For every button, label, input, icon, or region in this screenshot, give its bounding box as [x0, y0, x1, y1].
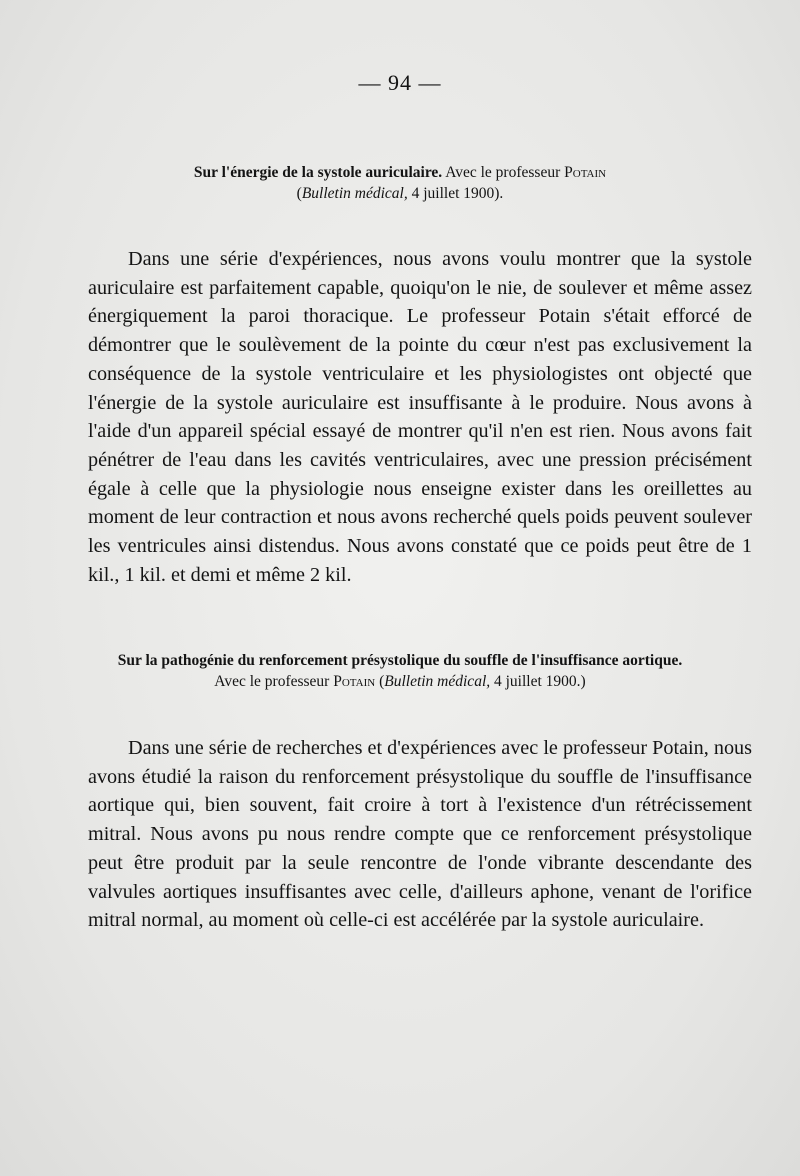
- section-1-heading: [0, 162, 800, 204]
- page-number: — 94 —: [358, 70, 442, 95]
- section-1-source: Bulletin médical,: [301, 185, 408, 202]
- section-2-date: 4 juillet 1900.): [490, 673, 586, 690]
- section-2-title: Sur la pathogénie du renforcement présystolique du souffle de l'insuffisance aortique.: [117, 652, 683, 669]
- section-1-with: Avec le professeur: [442, 164, 565, 181]
- section-1-source-open: (: [296, 185, 302, 202]
- section-1-body: Dans une série d'expériences, nous avons voulu montrer que la systole auriculaire est parfaitement capable, quoiqu'on le nie, de soulever et même assez énergiquement la paroi thoracique. Le professeur Potain s'était efforcé de démontrer que le soulèvement de la pointe du cœur n'est pas exclusivement la conséquence de la systole ventriculaire et les physiologistes ont objecté que l'énergie de la systole auriculaire est insuffisante à le produire. Nous avons à l'aide d'un appareil spécial essayé de montrer qu'il n'en est rien. Nous avons fait pénétrer de l'eau dans les cavités ventriculaires, avec une pression précisément égale à celle que la physiologie nous enseigne exister dans les oreillettes au moment de leur contraction et nous avons recherché quels poids peuvent soulever les ventricules ainsi distendus. Nous avons constaté que ce poids peut être de 1 kil., 1 kil. et demi et même 2 kil.: [88, 248, 752, 586]
- section-2-heading: [0, 650, 800, 692]
- section-2-body: Dans une série de recherches et d'expériences avec le professeur Potain, nous avons étudié la raison du renforcement présystolique du souffle de l'insuffisance aortique qui, bien souvent, fait croire à tort à l'existence d'un rétrécissement mitral. Nous avons pu nous rendre compte que ce renforcement présystolique peut être produit par la seule rencontre de l'onde vibrante descendante des valvules aortiques insuffisantes avec celle, d'ailleurs aphone, venant de l'orifice mitral normal, au moment où celle-ci est accélérée par la systole auriculaire.: [88, 737, 752, 932]
- section-1-date: 4 juillet 1900).: [407, 185, 504, 202]
- section-2-author: Potain: [333, 673, 376, 690]
- section-2-source-open: (: [375, 673, 385, 690]
- section-2-with: Avec le professeur: [214, 673, 334, 690]
- section-1-author: Potain: [564, 164, 607, 181]
- section-2-source: Bulletin médical,: [384, 673, 491, 690]
- section-1-title: Sur l'énergie de la systole auriculaire.: [193, 164, 443, 181]
